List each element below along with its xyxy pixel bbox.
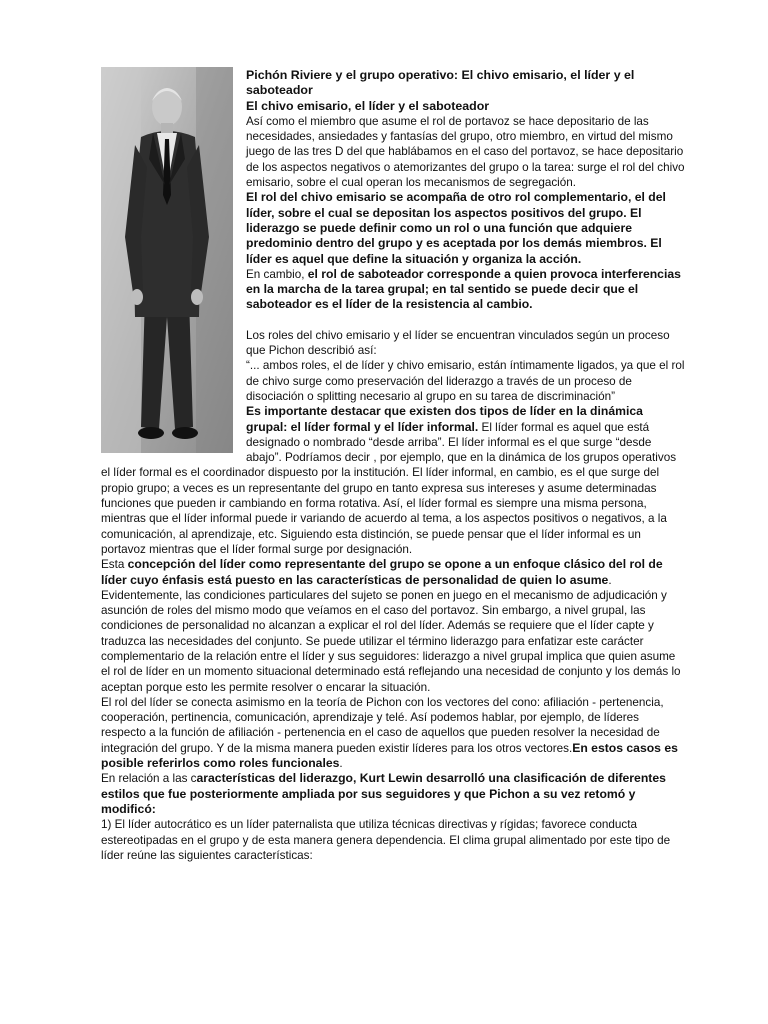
quote-pichon: “... ambos roles, el de líder y chivo emisario, están íntimamente ligados, ya que el rol de chivo surge como preservación del liderazgo a través de un proceso de disociación o splitting necesario al grupo en su tarea de discriminación”: [246, 359, 685, 403]
paragraph-chivo-emisario: Así como el miembro que asume el rol de portavoz se hace depositario de las necesidades, ansiedades y fantasías del grupo, otro miembro, en virtud del mismo juego de las tres D del que hablábamos en el caso del portavoz, se hace depositario de los aspectos negativos o atemorizantes del grupo o la tarea: surge el rol del chivo emisario, sobre el cual operan los mecanismos de segregación.: [246, 114, 685, 190]
article-title: Pichón Riviere y el grupo operativo: El chivo emisario, el líder y el saboteador: [246, 68, 635, 98]
paragraph-lider-autocratico: 1) El líder autocrático es un líder paternalista que utiliza técnicas directivas y rígidas; favorece conducta estereotipadas en el grupo y de esta manera genera dependencia. El clima grupal alimentado por este tipo de líder reúne las siguientes características:: [101, 818, 671, 862]
paragraph-lider: El rol del chivo emisario se acompaña de otro rol complementario, el del líder, sobre el cual se depositan los aspectos positivos del grupo. El liderazgo se puede definir como un rol o una función que adquiere predominio dentro del grupo y es aceptada por los demás miembros. El líder es aquel que define la situación y organiza la acción.: [246, 190, 666, 266]
article-text: [101, 68, 686, 863]
paragraph-roles-vinculados: Los roles del chivo emisario y el líder se encuentran vinculados según un proceso que Pichon describió así:: [246, 328, 670, 358]
paragraph-tipos-lider: Es importante destacar que existen dos tipos de líder en la dinámica grupal: el líder formal y el líder informal. El líder formal es aquel que está designado o nombrado “desde arriba”. El líder informal es el que surge “desde abajo”. Podríamos decir , por ejemplo, que en la dinámica de los grupos operativos el líder formal es el coordinador dispuesto por la institución. El líder informal, en cambio, es el que surge del propio grupo; a veces es un representante del grupo en tanto expresa sus intereses y asume determinadas funciones que pueden ir cambiando en forma rotativa. Así, el líder formal es siempre una misma persona, mientras que el líder informal puede ir variando de acuerdo al tema, a los aspectos positivos o negativos, a la comunicación, al aprendizaje, etc. Siguiendo esta distinción, se puede pensar que el líder informal es un portavoz mientras que el líder formal surge por designación.: [101, 404, 677, 556]
section-heading: El chivo emisario, el líder y el saboteador: [246, 98, 490, 113]
paragraph-concepcion-lider: Esta concepción del líder como representante del grupo se opone a un enfoque clásico del rol de líder cuyo énfasis está puesto en las características de personalidad de quien lo asume.: [101, 557, 663, 587]
paragraph-saboteador: En cambio, el rol de saboteador corresponde a quien provoca interferencias en la marcha de la tarea grupal; en tal sentido se puede decir que el saboteador es el líder de la resistencia al cambio.: [246, 266, 681, 312]
paragraph-liderazgo: Evidentemente, las condiciones particulares del sujeto se ponen en juego en el mecanismo de adjudicación y asunción de roles del mismo modo que veíamos en el caso del portavoz. Sin embargo, a nivel grupal, las condiciones de personalidad no alcanzan a explicar el rol del líder. Además se requiere que el líder capte y traduzca las necesidades del conjunto. Se puede utilizar el término liderazgo para enfatizar este carácter complementario de la relación entre el líder y sus seguidores: liderazgo a nivel grupal implica que quien asume el rol de líder en un momento situacional determinado está reflejando una necesidad de conjunto y los demás lo aceptan porque esto les permite resolver o encarar la situación.: [101, 588, 681, 694]
paragraph-kurt-lewin: En relación a las características del liderazgo, Kurt Lewin desarrolló una clasificación de diferentes estilos que fue posteriormente ampliada por sus seguidores y que Pichon a su vez retomó y modificó:: [101, 771, 666, 816]
paragraph-vectores-cono: El rol del líder se conecta asimismo en la teoría de Pichon con los vectores del cono: afiliación - pertenencia, cooperación, pertinencia, comunicación, aprendizaje y telé. Así podemos hablar, por ejemplo, de líderes respecto a la función de afiliación - pertenencia en el caso de aquellos que pueden resolver la necesidad de integración del grupo. Y de la misma manera pueden existir líderes para los otros vectores.En estos casos es posible referirlos como roles funcionales.: [101, 695, 678, 771]
